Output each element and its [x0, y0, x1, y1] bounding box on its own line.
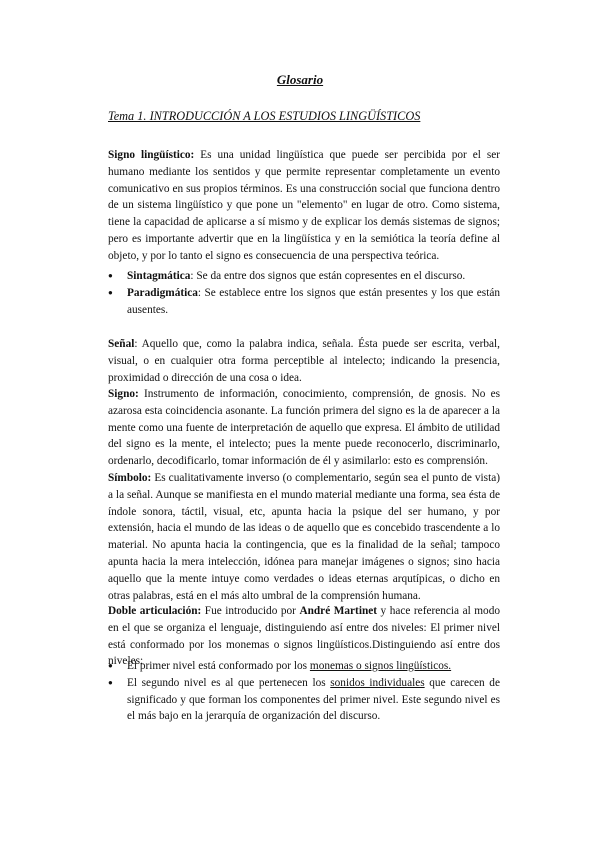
term-signo-linguistico: Signo lingüístico: [108, 149, 195, 161]
nivel-1-underlined: monemas o signos lingüísticos. [309, 660, 452, 672]
definition-doble-articulacion-b: y hace referencia al modo en el que se organiza el lenguaje, distinguiendo así entre dos niveles: El primer nivel está conformado por los monemas o signos lingüísticos.Distinguiendo así entre dos niveles: [108, 605, 500, 668]
nivel-2-text: El segundo nivel es al que pertenecen los [127, 676, 331, 689]
author-name: André Martinet [299, 605, 378, 617]
nivel-2-underlined: sonidos individuales [330, 676, 425, 689]
section-heading: Tema 1. INTRODUCCIÓN A LOS ESTUDIOS LINGÜÍSTICOS [108, 109, 421, 123]
relaciones-list [108, 268, 500, 318]
nivel-2-text-b: que carecen de significado y que forman los componentes del primer nivel. Este segundo nivel es el más bajo en la jerarquía de organización del discurso. [127, 676, 500, 723]
niveles-list [108, 658, 500, 725]
signo-paragraph [108, 386, 500, 470]
senal-paragraph [108, 336, 500, 386]
definition-senal: : Aquello que, como la palabra indica, señala. Ésta puede ser escrita, verbal, visual, o en cualquier otra forma perceptible al intelecto; indicando la presencia, proximidad o dirección de una cosa o idea. [108, 338, 500, 384]
term-simbolo: Símbolo: [108, 472, 152, 484]
definition-signo-linguistico: Es una unidad lingüística que puede ser percibida por el ser humano mediante los sentidos y que permite representar completamente un evento comunicativo en sus propios términos. Es una construcción social que funciona dentro de un sistema lingüístico y que pone un "elemento" en lugar de otro. Como sistema, tiene la capacidad de aplicarse a sí mismo y de explicar los demás sistemas de signos; pero es importante advertir que en la lingüística y en la semiótica la teoría define al objeto, y por lo tanto el signo es consecuencia de una perspectiva teórica. [108, 149, 500, 262]
term-doble-articulacion: Doble articulación: [108, 605, 202, 617]
term-paradigmatica: Paradigmática [127, 286, 198, 299]
page-title: Glosario [276, 72, 324, 87]
list-item [108, 268, 500, 285]
definition-paradigmatica: : Se establece entre los signos que están presentes y los que están ausentes. [127, 286, 500, 316]
list-item [108, 658, 500, 675]
definition-signo: Instrumento de información, conocimiento, comprensión, de gnosis. No es azarosa esta coincidencia asonante. La función primera del signo es la de aparecer a la mente como una fuente de interpretación de aquello que expresa. El ámbito de utilidad del signo es la mente, el intelecto; pues la mente puede reconocerlo, discriminarlo, ordenarlo, decodificarlo, tomar información de él y asimilarlo: esto es comprensión. [108, 388, 500, 468]
signo-linguistico-paragraph [108, 147, 500, 265]
term-signo: Signo: [108, 388, 139, 400]
term-sintagmatica: Sintagmática [127, 270, 191, 282]
definition-doble-articulacion-a: Fue introducido por [201, 605, 300, 617]
list-item [108, 285, 500, 319]
simbolo-paragraph [108, 470, 500, 604]
list-item [108, 675, 500, 725]
nivel-1-text: El primer nivel está conformado por los [127, 660, 310, 672]
definition-sintagmatica: : Se da entre dos signos que están copresentes en el discurso. [190, 270, 466, 282]
term-senal: Señal [108, 338, 135, 350]
definition-simbolo: Es cualitativamente inverso (o complementario, según sea el punto de vista) a la señal. Aunque se manifiesta en el mundo material mediante una forma, sea ésta de índole sonora, táctil, visual, etc, apunta hacia la psique del ser humano, y por extensión, hacia el mundo de las ideas o de aquello que es concebido trascendente a lo material. No apunta hacia la contingencia, que es la finalidad de la señal; tampoco apunta hacia la mera intelección, idónea para manejar imágenes o signos; sino hacia aquello que la mente intuye como verdades o ideas eternas arqutípicas, o dicho en otras palabras, está en el más alto umbral de la comprensión humana. [108, 472, 500, 602]
